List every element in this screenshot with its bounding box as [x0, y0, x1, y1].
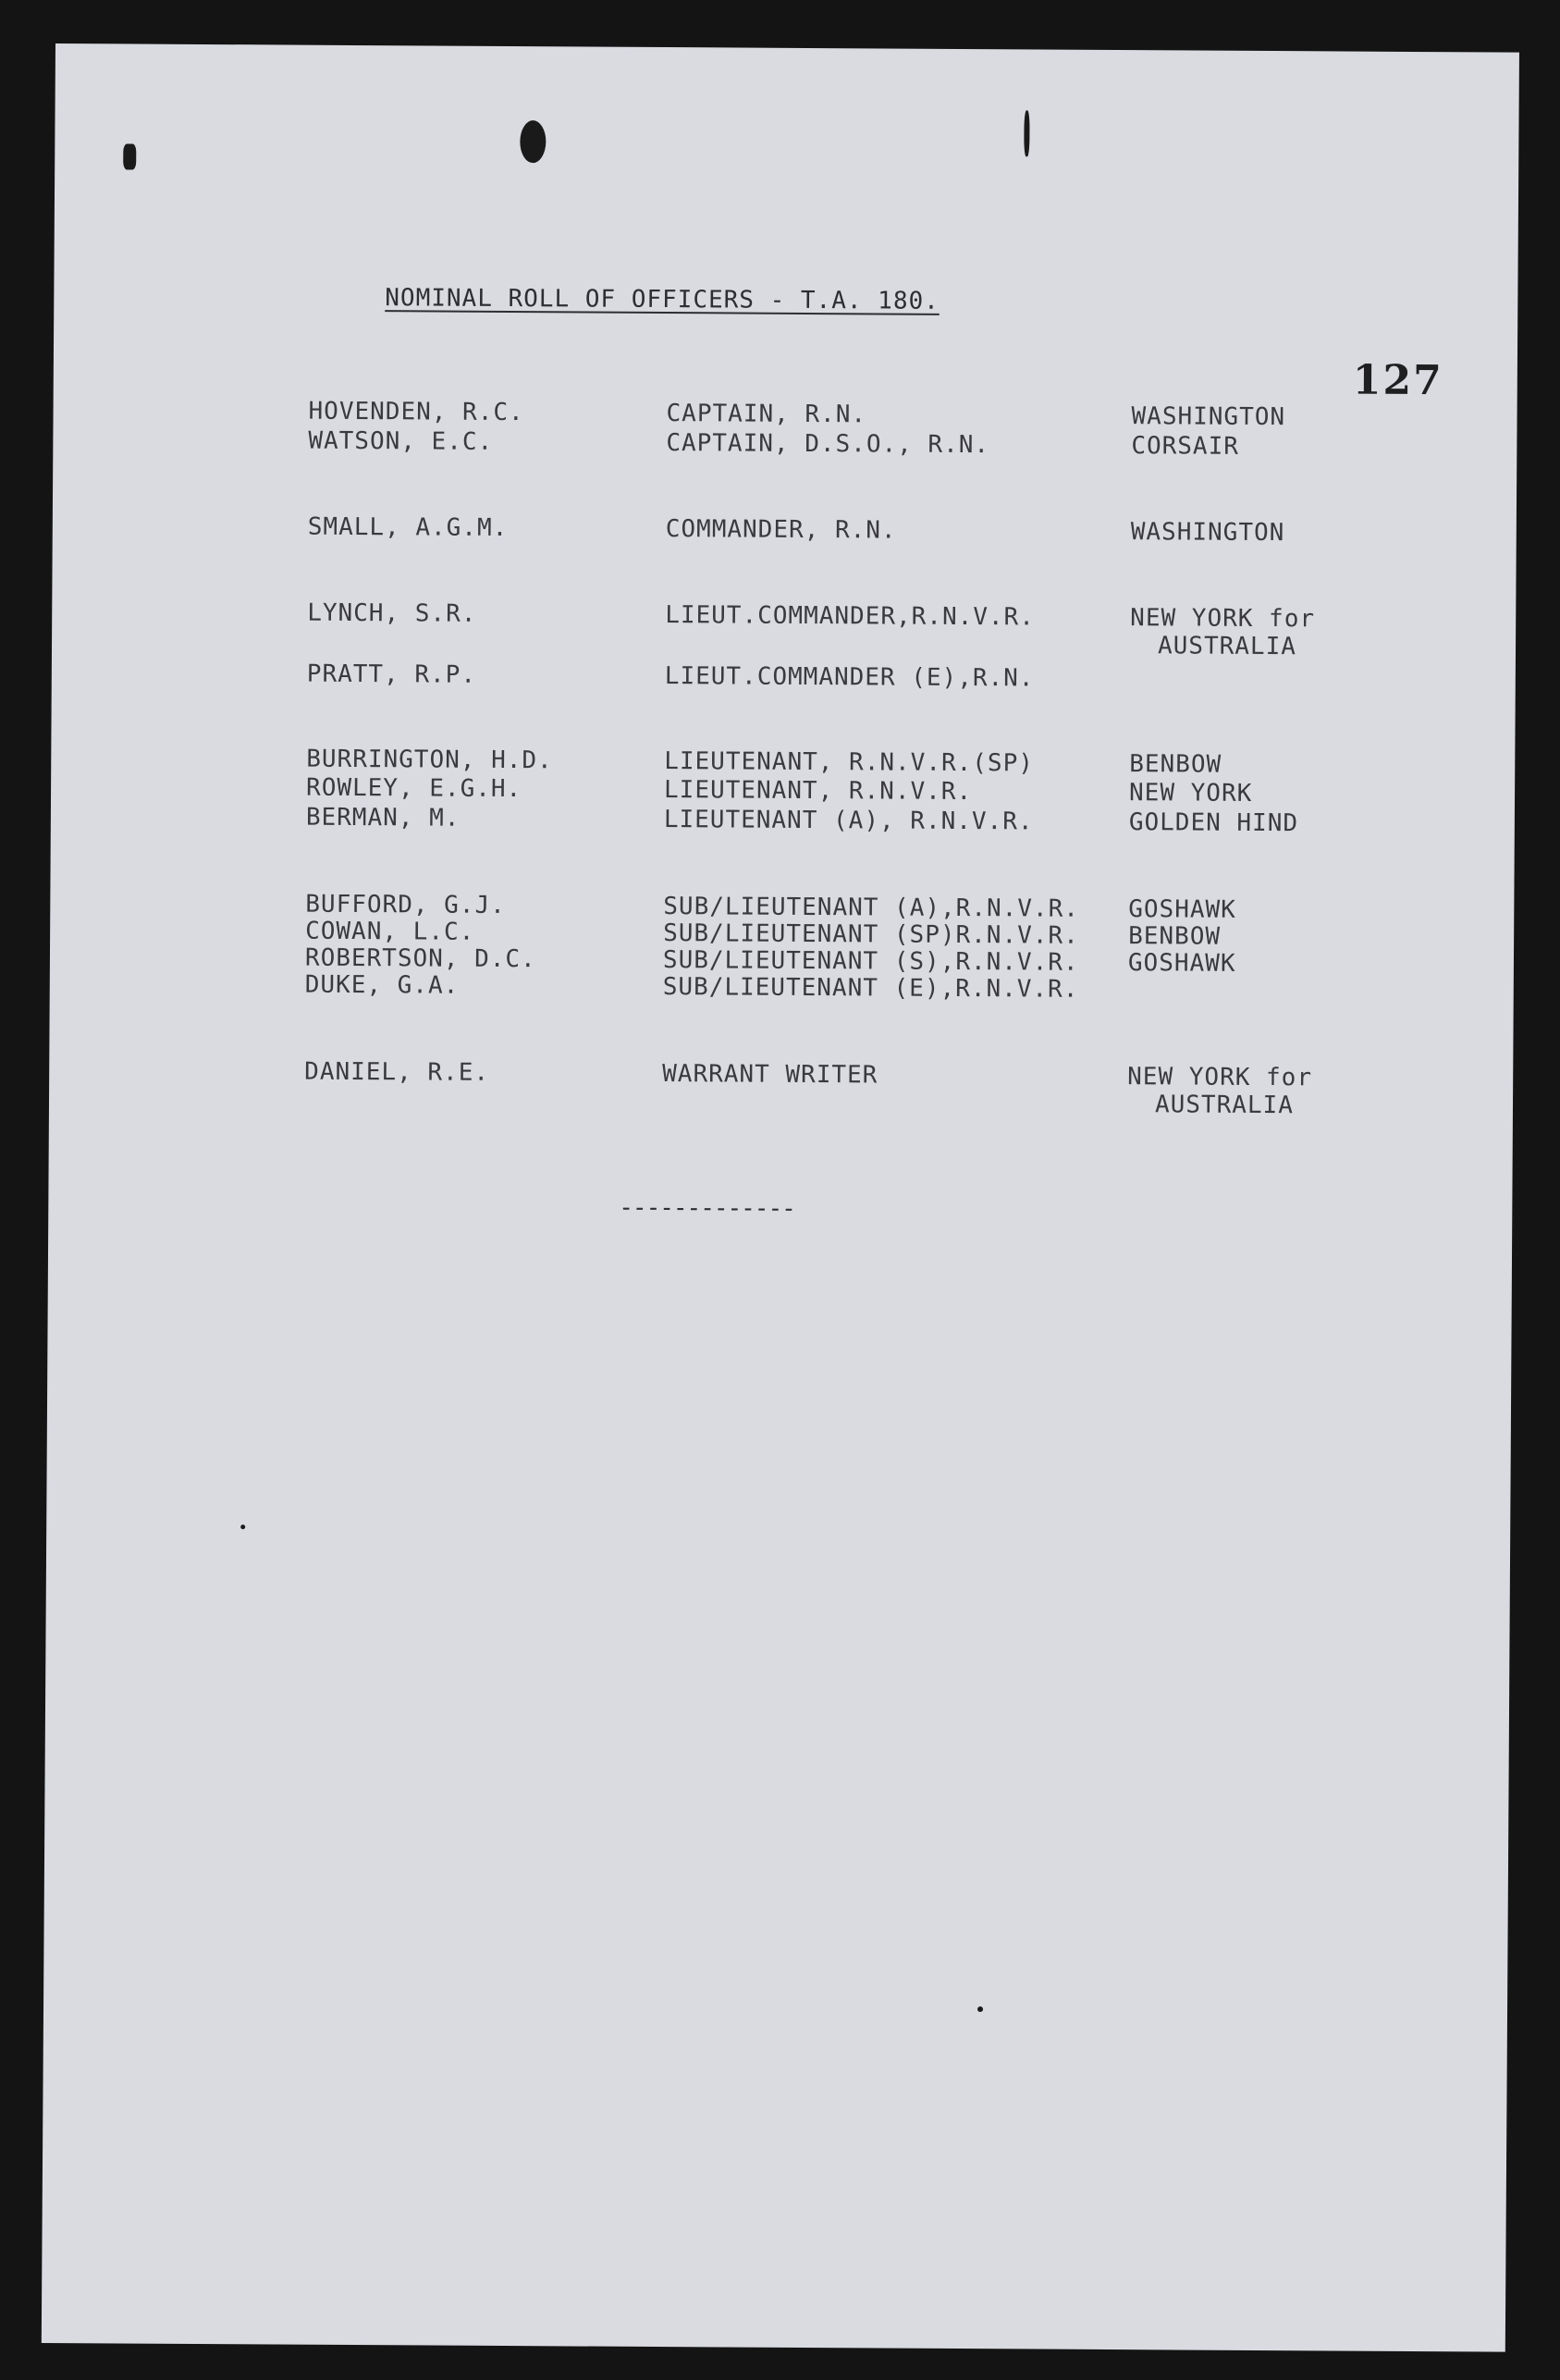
officer-rank: COMMANDER, R.N. [665, 515, 897, 545]
officer-rank: CAPTAIN, R.N. [666, 400, 867, 429]
ink-speck [123, 143, 136, 169]
officer-rank: LIEUT.COMMANDER (E),R.N. [664, 662, 1035, 693]
ink-speck [1024, 110, 1029, 156]
page-number: 127 [1352, 356, 1443, 405]
officer-ship: GOLDEN HIND [1128, 808, 1299, 838]
officer-ship: BENBOW [1129, 750, 1222, 779]
officer-ship: CORSAIR [1131, 432, 1240, 461]
officer-name: DUKE, G.A. [304, 970, 460, 1000]
officer-name: BERMAN, M. [305, 803, 461, 832]
officer-name: PRATT, R.P. [306, 660, 477, 689]
officer-rank: WARRANT WRITER [662, 1060, 878, 1090]
officer-name: HOVENDEN, R.C. [308, 397, 524, 427]
officer-ship: BENBOW [1128, 922, 1222, 951]
officer-rank: LIEUTENANT, R.N.V.R.(SP) [664, 747, 1035, 778]
officer-name: LYNCH, S.R. [307, 598, 477, 628]
officer-ship: NEW YORK for [1130, 604, 1316, 634]
paper-speck [240, 1524, 245, 1529]
ink-blot [520, 120, 546, 163]
officer-ship: GOSHAWK [1127, 949, 1236, 978]
officer-rank: LIEUT.COMMANDER,R.N.V.R. [665, 601, 1036, 632]
page-title: NOMINAL ROLL OF OFFICERS - T.A. 180. [385, 284, 940, 315]
officer-name: ROWLEY, E.G.H. [305, 773, 522, 804]
officer-ship: NEW YORK [1128, 779, 1253, 808]
officer-ship: GOSHAWK [1128, 895, 1236, 924]
officer-rank: SUB/LIEUTENANT (S),R.N.V.R. [662, 946, 1079, 977]
separator-line: ------------- [619, 1193, 795, 1223]
officer-name: COWAN, L.C. [305, 917, 475, 946]
officer-rank: SUB/LIEUTENANT (SP)R.N.V.R. [663, 919, 1079, 950]
officer-ship: WASHINGTON [1131, 402, 1286, 432]
officer-ship-line-2: AUSTRALIA [1154, 1091, 1294, 1120]
officer-name: BUFFORD, G.J. [305, 890, 506, 919]
officer-rank: SUB/LIEUTENANT (A),R.N.V.R. [663, 893, 1080, 923]
officer-name: SMALL, A.G.M. [307, 512, 509, 542]
officer-name: BURRINGTON, H.D. [306, 745, 553, 775]
document-page [42, 43, 1519, 2352]
officer-ship: WASHINGTON [1130, 518, 1285, 548]
officer-rank: SUB/LIEUTENANT (E),R.N.V.R. [662, 973, 1079, 1004]
officer-rank: LIEUTENANT, R.N.V.R. [663, 776, 973, 807]
officer-rank: LIEUTENANT (A), R.N.V.R. [663, 806, 1034, 836]
officer-ship: NEW YORK for [1127, 1063, 1313, 1092]
officer-name: WATSON, E.C. [308, 426, 494, 456]
officer-rank: CAPTAIN, D.S.O., R.N. [666, 429, 990, 460]
officer-name: DANIEL, R.E. [304, 1057, 490, 1087]
paper-speck [977, 2006, 983, 2012]
officer-ship-line-2: AUSTRALIA [1157, 632, 1297, 661]
officer-name: ROBERTSON, D.C. [304, 943, 536, 974]
